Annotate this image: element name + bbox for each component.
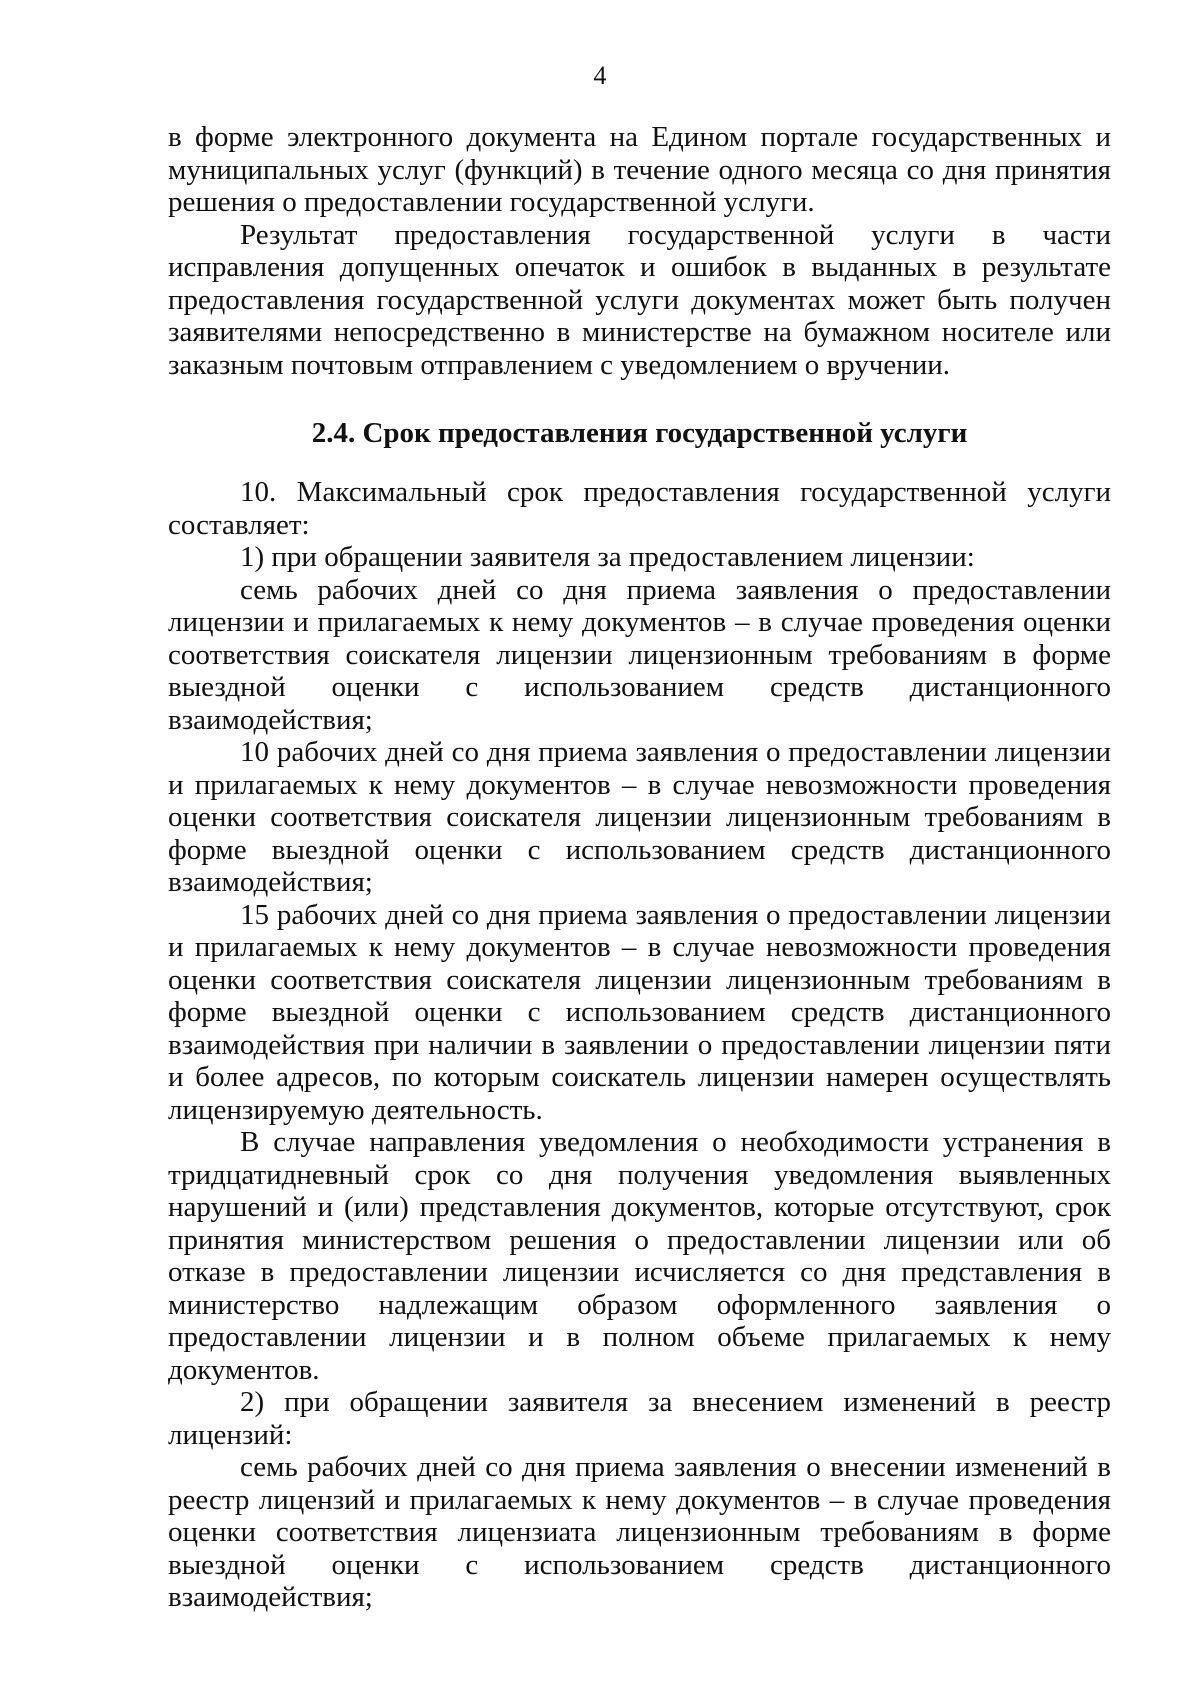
paragraph-notice-case: В случае направления уведомления о необходимости устранения в тридцатидневный срок со дня получения уведомления выявленных нарушений и (или) представления документов, которые отсутствуют, срок принятия министерством решения о предоставлении лицензии или об отказе в предоставлении лицензии исчисляется со дня представления в министерство надлежащим образом оформленного заявления о предоставлении лицензии и в полном объеме прилагаемых к нему документов. [168,1126,1111,1386]
paragraph-electronic-document: в форме электронного документа на Едином портале государственных и муниципальных услуг (функций) в течение одного месяца со дня принятия решения о предоставлении государственной услуги. [168,121,1111,218]
paragraph-seven-days: семь рабочих дней со дня приема заявления о предоставлении лицензии и прилагаемых к нему документов – в случае проведения оценки соответствия соискателя лицензии лицензионным требованиям в форме выездной оценки с использованием средств дистанционного взаимодействия; [168,573,1111,736]
paragraph-fifteen-days: 15 рабочих дней со дня приема заявления о предоставлении лицензии и прилагаемых к нему документов – в случае невозможности проведения оценки соответствия соискателя лицензии лицензионным требованиям в форме выездной оценки с использованием средств дистанционного взаимодействия при наличии в заявлении о предоставлении лицензии пяти и более адресов, по которым соискатель лицензии намерен осуществлять лицензируемую деятельность. [168,898,1111,1126]
paragraph-max-term: 10. Максимальный срок предоставления государственной услуги составляет: [168,476,1111,541]
paragraph-item-1: 1) при обращении заявителя за предоставлением лицензии: [240,541,975,573]
paragraph-registry-seven-days: семь рабочих дней со дня приема заявления о внесении изменений в реестр лицензий и прилагаемых к нему документов – в случае проведения оценки соответствия лицензиата лицензионным требованиям в форме выездной оценки с использованием средств дистанционного взаимодействия; [168,1451,1111,1613]
section-body [168,476,1111,1614]
paragraph-correction-result: Результат предоставления государственной услуги в части исправления допущенных опечаток и ошибок в выданных в результате предоставления государственной услуги документах может быть получен заявителями непосредственно в министерстве на бумажном носителе или заказным почтовым отправлением с уведомлением о вручении. [168,218,1111,381]
paragraph-ten-days: 10 рабочих дней со дня приема заявления о предоставлении лицензии и прилагаемых к нему документов – в случае невозможности проведения оценки соответствия соискателя лицензии лицензионным требованиям в форме выездной оценки с использованием средств дистанционного взаимодействия; [168,736,1111,898]
paragraph-item-2: 2) при обращении заявителя за внесением изменений в реестр лицензий: [168,1386,1111,1451]
intro-text-block [168,121,1111,381]
page-number: 4 [593,61,607,90]
section-heading: 2.4. Срок предоставления государственной услуги [311,417,968,449]
